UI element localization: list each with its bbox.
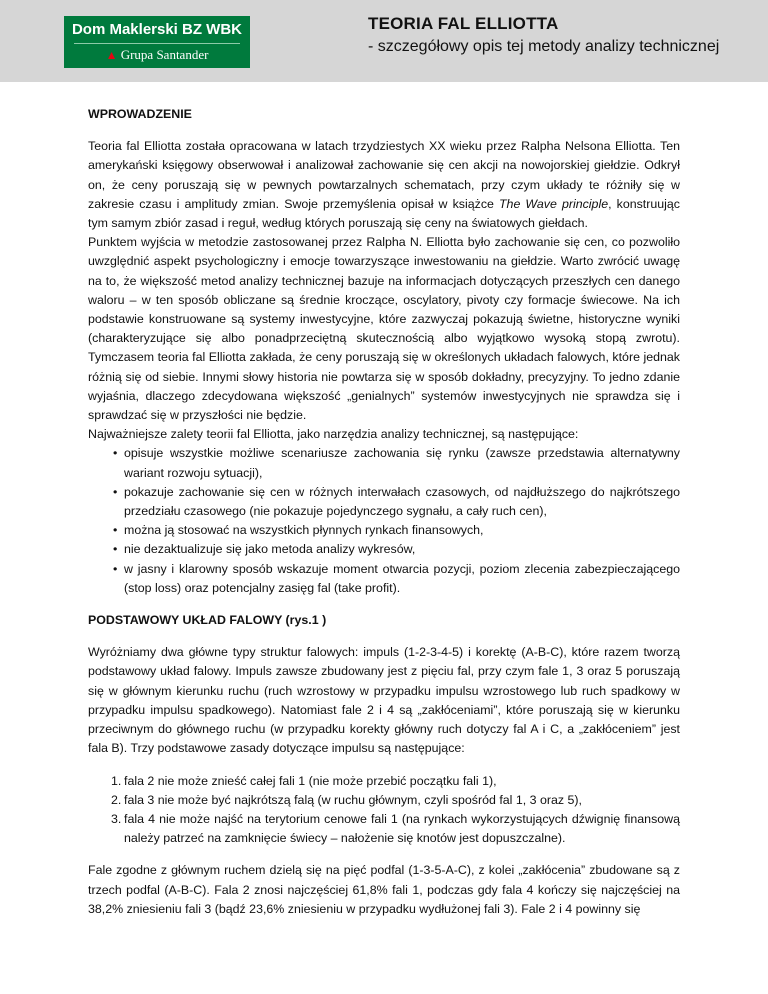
book-title: The Wave principle <box>498 196 609 211</box>
intro-paragraph-3: Najważniejsze zalety teorii fal Elliotta, jako narzędzia analizy technicznej, są następujące: <box>88 427 579 442</box>
list-item: 2. fala 3 nie może być najkrótszą falą (w ruchu głównym, czyli spośród fal 1, 3 oraz 5), <box>111 792 582 807</box>
section-heading-intro: WPROWADZENIE <box>88 107 192 121</box>
bullet-icon: • <box>113 542 118 557</box>
document-title: TEORIA FAL ELLIOTTA <box>368 14 559 33</box>
bullet-icon: • <box>113 446 118 461</box>
list-item: • nie dezaktualizuje się jako metoda analizy wykresów, <box>88 540 680 559</box>
impulse-rules-list <box>88 772 680 849</box>
logo-divider <box>74 43 240 44</box>
bullet-icon: • <box>113 561 118 576</box>
logo-name: Dom Maklerski BZ WBK <box>71 21 243 38</box>
page-header <box>0 0 768 82</box>
flame-icon: ▲ <box>105 48 118 62</box>
logo-group-text: Grupa Santander <box>120 47 209 62</box>
list-item: • pokazuje zachowanie się cen w różnych interwałach czasowych, od najdłuższego do najkrótszego przedziału czasowego (nie pokazuje pojedynczego sygnału, a cały ruch cen), <box>113 484 680 519</box>
list-item: 3. fala 4 nie może najść na terytorium cenowe fali 1 (na rynkach wykorzystujących dźwignię finansową należy patrzeć na zamknięcie świecy – nałożenie się knotów jest dopuszczalne). <box>111 811 680 846</box>
basic-paragraph-1: Wyróżniamy dwa główne typy struktur falowych: impuls (1-2-3-4-5) i korektę (A-B-C), które razem tworzą podstawowy układ falowy. Impuls zawsze zbudowany jest z pięciu fal, przy czym fale 1, 3 oraz 5 poruszają się w głównym kierunku ruchu (ruch wzrostowy w przypadku impulsu wzrostowego lub ruch spadkowy w przypadku impulsu spadkowego). Natomiast fale 2 i 4 są „zakłóceniami”, które poruszają się w kierunku przeciwnym do głównego ruchu (w przypadku korekty główny ruch dotyczy fal A i C, a „zakłóceniem” jest fala B). Trzy podstawowe zasady dotyczące impulsu są następujące: <box>88 645 680 756</box>
section-heading-basic: PODSTAWOWY UKŁAD FALOWY (rys.1 ) <box>88 613 327 628</box>
document-subtitle: - szczegółowy opis tej metody analizy technicznej <box>368 38 720 55</box>
document-body <box>88 92 680 919</box>
bullet-icon: • <box>113 523 118 538</box>
logo-group <box>64 47 250 63</box>
intro-paragraph-2: Punktem wyjścia w metodzie zastosowanej przez Ralpha N. Elliotta było zachowanie się cen, co pozwoliło uwzględnić aspekt psychologiczny i emocje towarzyszące inwestowaniu na giełdzie. Warto zwrócić uwagę na to, że większość metod analizy technicznej bazuje na informacjach dotyczących przeszłych cen danego waloru – w ten sposób obliczane są średnie kroczące, oscylatory, pivoty czy formacje świecowe. Na ich podstawie konstruowane są systemy inwestycyjne, które zazwyczaj pokazują świetne, historyczne wyniki (charakteryzujące się albo ponadprzeciętną skutecznością albo wyjątkowo wysoką stopą zwrotu). Tymczasem teoria fal Elliotta zakłada, że ceny poruszają się w określonych układach falowych, które jednak różnią się od siebie. Innymi słowy historia nie powtarza się w sposób dokładny, precyzyjny. To jedno zdanie wyjaśnia, dlaczego zdecydowana większość „genialnych” systemów inwestycyjnych nie sprawdza się i sprawdzać się w przyszłości nie będzie. <box>88 235 680 423</box>
bullet-icon: • <box>113 484 118 499</box>
list-item: • w jasny i klarowny sposób wskazuje moment otwarcia pozycji, poziom zlecenia zabezpieczającego (stop loss) oraz potencjalny zasięg fal (take profit). <box>113 561 680 595</box>
advantages-list <box>88 444 680 598</box>
list-item: • można ją stosować na wszystkich płynnych rynkach finansowych, <box>88 521 680 540</box>
list-item: • opisuje wszystkie możliwe scenariusze zachowania się rynku (zawsze przedstawia alternatywny wariant rozwoju sytuacji), <box>113 446 680 480</box>
brand-logo <box>64 16 250 68</box>
intro-paragraph-1: Teoria fal Elliotta została opracowana w latach trzydziestych XX wieku przez Ralpha Nelsona Elliotta. Ten amerykański księgowy obserwował i analizował zachowanie się cen akcji na nowojorskiej giełdzie. Odkrył on, że ceny poruszają się w pewnych powtarzalnych schematach, przy czym układy te różniły się w zakresie czasu i amplitudy zmian. Swoje przemyślenia opisał w książce The Wave principle, konstruując tym samym zbiór zasad i reguł, według których poruszają się ceny na światowych giełdach. <box>88 139 680 231</box>
basic-paragraph-2: Fale zgodne z głównym ruchem dzielą się na pięć podfal (1-3-5-A-C), z kolei „zakłócenia” zbudowane są z trzech podfal (A-B-C). Fala 2 znosi najczęściej 61,8% fali 1, podczas gdy fala 4 kończy się najczęściej na 38,2% zniesieniu fali 3 (bądź 23,6% zniesieniu w przypadku wydłużonej fali 3). Fale 2 i 4 powinny się <box>88 863 680 916</box>
list-item: 1. fala 2 nie może znieść całej fali 1 (nie może przebić początku fali 1), <box>111 773 497 788</box>
